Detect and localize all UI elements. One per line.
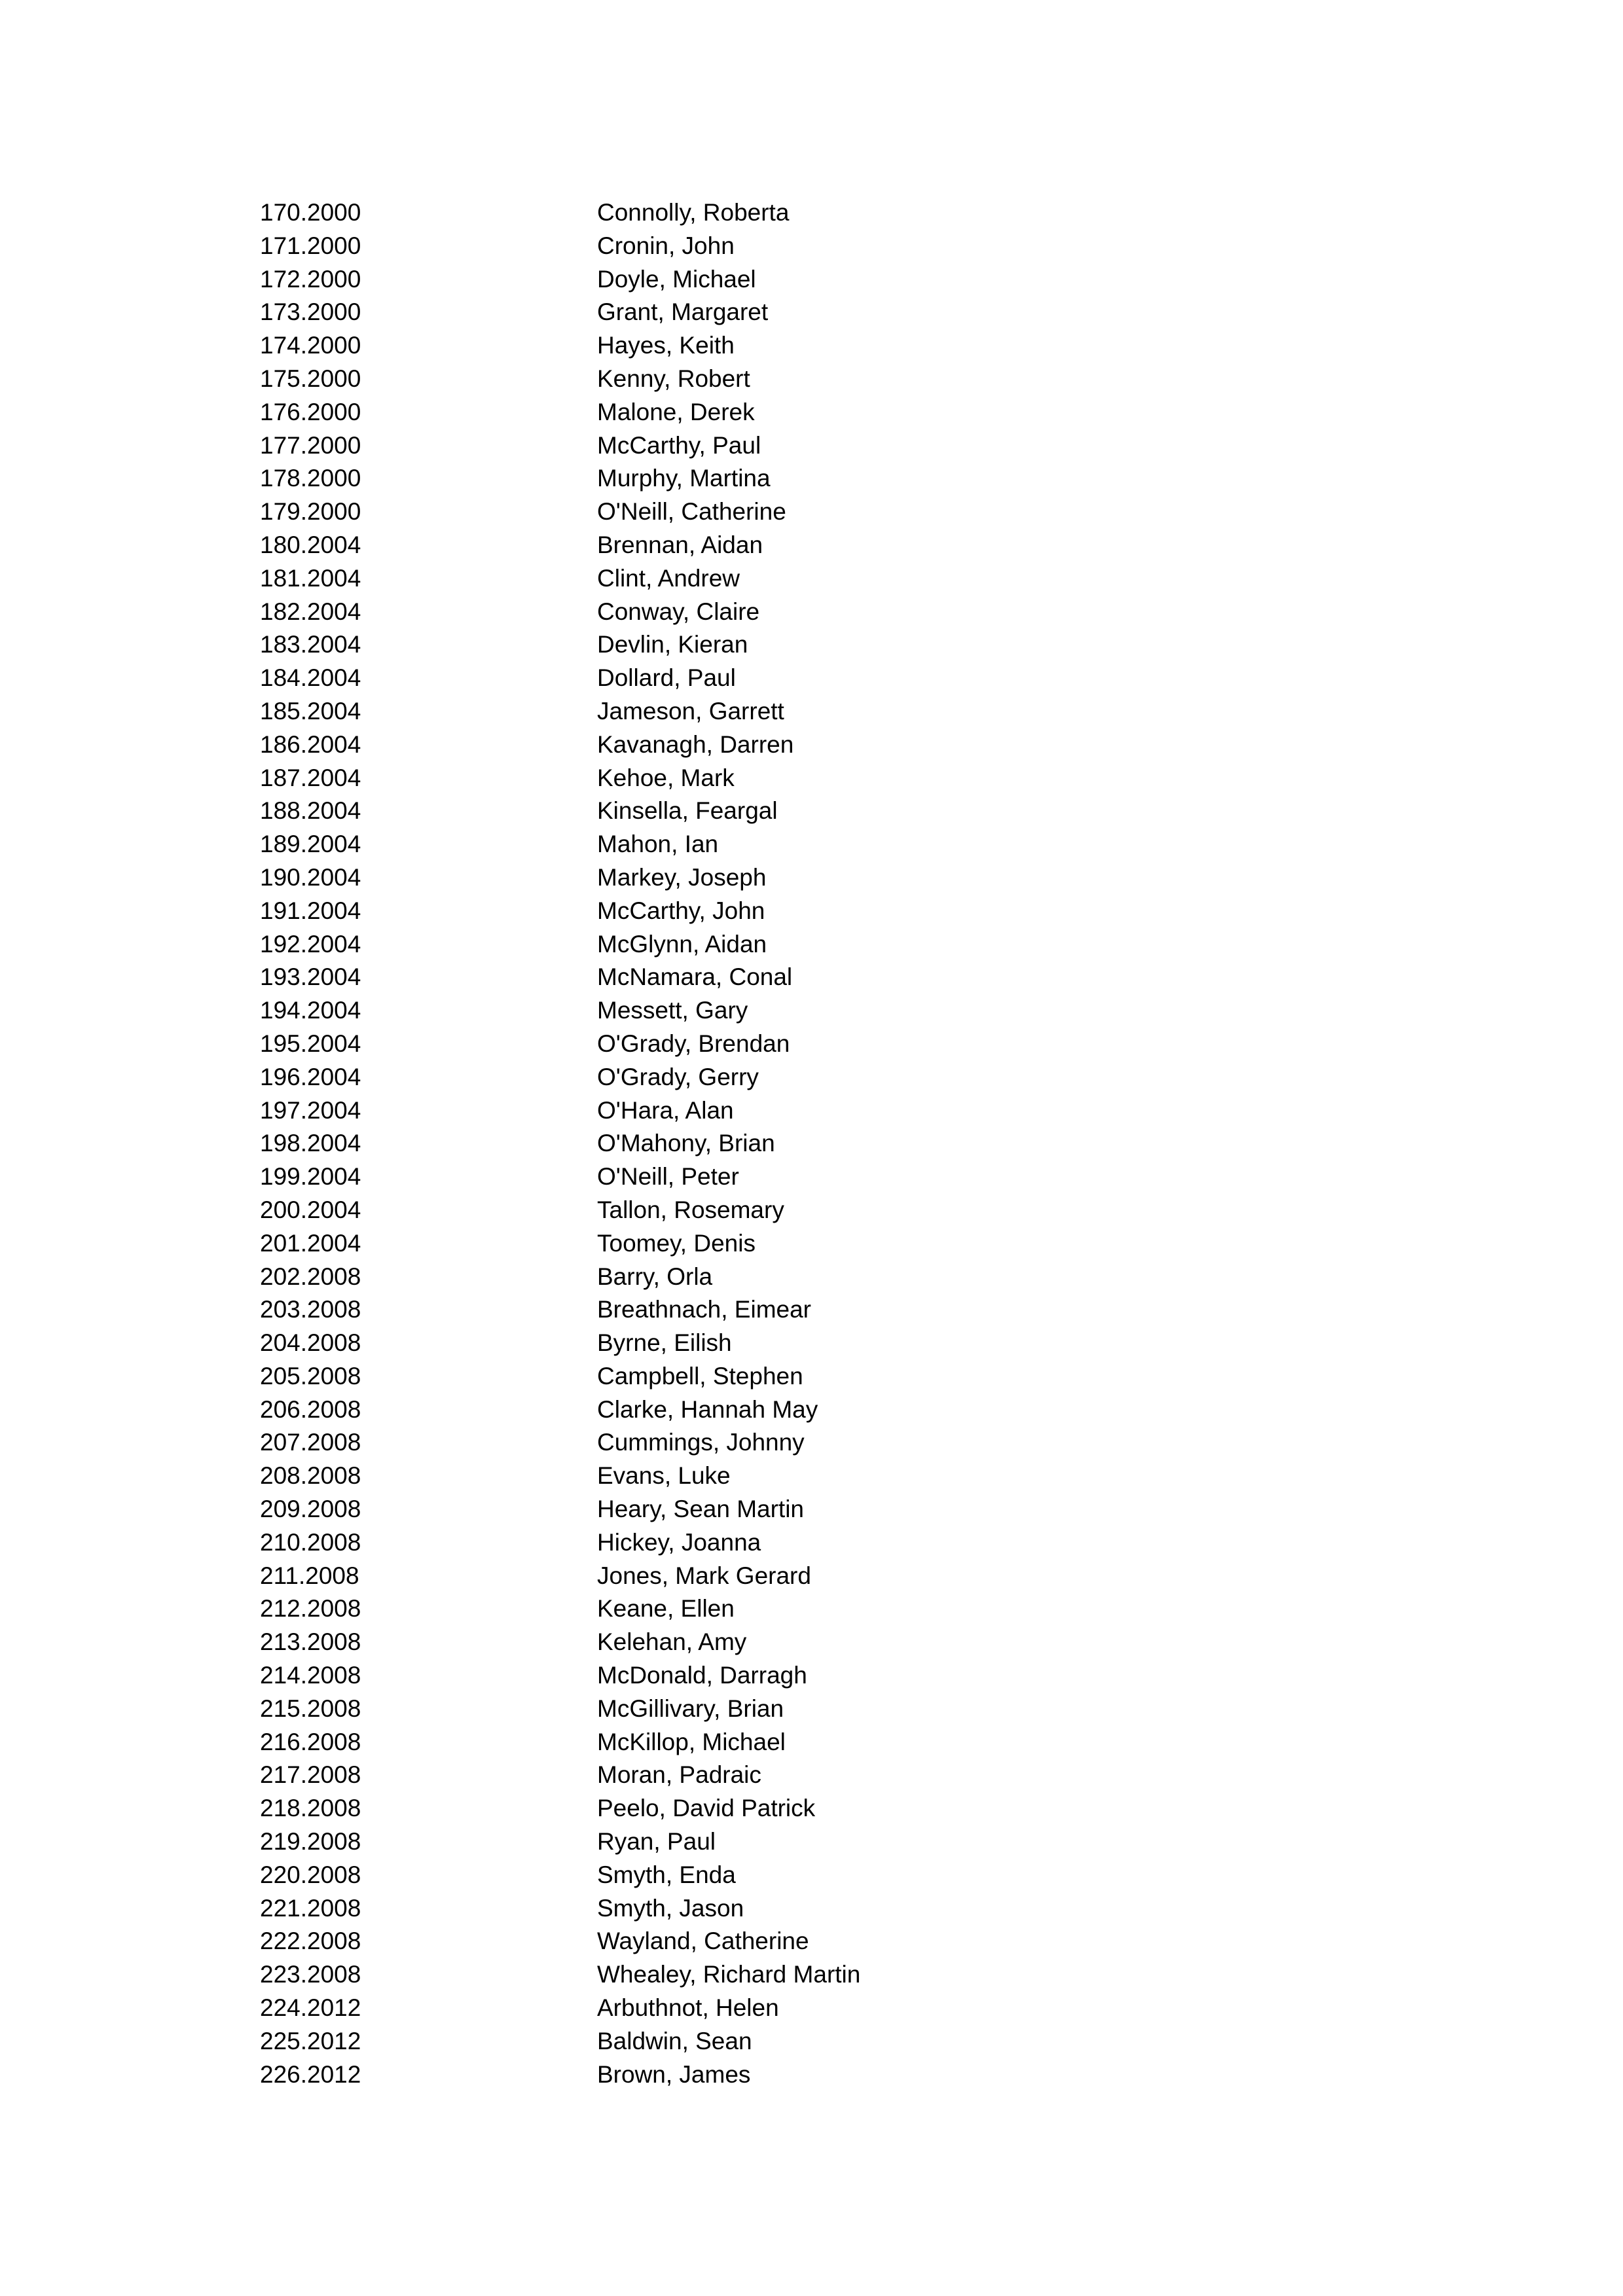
entry-name: Ryan, Paul: [597, 1828, 716, 1856]
entry-name: Kenny, Robert: [597, 365, 750, 392]
entry-number: 210.2008: [260, 1528, 361, 1556]
register-row: [260, 1194, 1307, 1227]
entry-number: 193.2004: [260, 963, 361, 991]
register-row: [260, 363, 1307, 396]
entry-number: 211.2008: [260, 1562, 359, 1589]
entry-name: Jameson, Garrett: [597, 697, 784, 725]
entry-name: O'Mahony, Brian: [597, 1130, 775, 1157]
entry-number: 170.2000: [260, 199, 361, 226]
entry-number: 223.2008: [260, 1961, 361, 1988]
entry-name: Kehoe, Mark: [597, 764, 735, 791]
entry-name: Kelehan, Amy: [597, 1628, 747, 1656]
entry-name: Smyth, Jason: [597, 1894, 744, 1922]
entry-name: O'Neill, Catherine: [597, 498, 786, 526]
register-row: [260, 196, 1307, 230]
register-row: [260, 1592, 1307, 1626]
entry-number: 199.2004: [260, 1163, 361, 1191]
entry-name: O'Hara, Alan: [597, 1096, 734, 1124]
entry-number: 218.2008: [260, 1795, 361, 1822]
entry-number: 186.2004: [260, 730, 361, 758]
entry-name: Heary, Sean Martin: [597, 1496, 804, 1523]
entry-name: Cummings, Johnny: [597, 1429, 805, 1456]
entry-number: 212.2008: [260, 1595, 361, 1623]
entry-name: McDonald, Darragh: [597, 1662, 807, 1689]
entry-number: 214.2008: [260, 1662, 361, 1689]
register-row: [260, 2025, 1307, 2058]
entry-number: 190.2004: [260, 863, 361, 891]
entry-name: Kavanagh, Darren: [597, 730, 794, 758]
register-row: [260, 1393, 1307, 1427]
register-row: [260, 1460, 1307, 1493]
entry-number: 195.2004: [260, 1030, 361, 1057]
entry-number: 180.2004: [260, 531, 361, 558]
entry-number: 174.2000: [260, 332, 361, 359]
entry-number: 209.2008: [260, 1496, 361, 1523]
register-row: [260, 1426, 1307, 1460]
register-row: [260, 695, 1307, 728]
register-row: [260, 994, 1307, 1028]
register-row: [260, 1028, 1307, 1061]
entry-number: 220.2008: [260, 1861, 361, 1888]
entry-number: 207.2008: [260, 1429, 361, 1456]
register-row: [260, 1992, 1307, 2025]
entry-number: 185.2004: [260, 697, 361, 725]
register-row: [260, 1693, 1307, 1726]
entry-number: 181.2004: [260, 564, 361, 592]
entry-name: Whealey, Richard Martin: [597, 1961, 861, 1988]
entry-number: 215.2008: [260, 1695, 361, 1722]
register-row: [260, 1792, 1307, 1825]
register-row: [260, 762, 1307, 795]
register-row: [260, 1160, 1307, 1194]
entry-number: 219.2008: [260, 1828, 361, 1856]
entry-name: Byrne, Eilish: [597, 1329, 732, 1357]
entry-number: 173.2000: [260, 298, 361, 326]
entry-name: Connolly, Roberta: [597, 199, 790, 226]
register-row: [260, 628, 1307, 662]
entry-name: Brennan, Aidan: [597, 531, 763, 558]
entry-number: 217.2008: [260, 1761, 361, 1789]
entry-name: O'Grady, Gerry: [597, 1063, 759, 1090]
entry-number: 208.2008: [260, 1462, 361, 1490]
entry-number: 213.2008: [260, 1628, 361, 1656]
register-row: [260, 495, 1307, 529]
register-row: [260, 529, 1307, 562]
register-row: [260, 728, 1307, 762]
entry-number: 222.2008: [260, 1928, 361, 1955]
entry-name: Evans, Luke: [597, 1462, 731, 1490]
entry-name: McCarthy, John: [597, 897, 765, 924]
register-row: [260, 263, 1307, 296]
entry-number: 204.2008: [260, 1329, 361, 1357]
entry-number: 192.2004: [260, 930, 361, 958]
entry-name: Dollard, Paul: [597, 664, 736, 692]
register-list: [260, 196, 1307, 2091]
entry-name: Jones, Mark Gerard: [597, 1562, 811, 1589]
register-row: [260, 1127, 1307, 1160]
entry-name: O'Grady, Brendan: [597, 1030, 790, 1057]
entry-name: Breathnach, Eimear: [597, 1296, 812, 1323]
entry-number: 187.2004: [260, 764, 361, 791]
register-row: [260, 230, 1307, 263]
entry-name: Smyth, Enda: [597, 1861, 736, 1888]
register-row: [260, 1859, 1307, 1892]
entry-name: Campbell, Stephen: [597, 1362, 803, 1390]
entry-name: Barry, Orla: [597, 1263, 713, 1290]
entry-number: 178.2000: [260, 465, 361, 492]
register-row: [260, 562, 1307, 596]
register-row: [260, 1061, 1307, 1094]
entry-name: Arbuthnot, Helen: [597, 1994, 779, 2022]
register-row: [260, 1094, 1307, 1128]
entry-name: Doyle, Michael: [597, 265, 756, 293]
register-row: [260, 1327, 1307, 1360]
register-row: [260, 1925, 1307, 1958]
register-row: [260, 828, 1307, 861]
register-row: [260, 861, 1307, 895]
register-row: [260, 596, 1307, 629]
entry-name: Mahon, Ian: [597, 831, 719, 858]
entry-number: 177.2000: [260, 431, 361, 459]
entry-name: Kinsella, Feargal: [597, 797, 778, 825]
register-row: [260, 662, 1307, 695]
entry-number: 202.2008: [260, 1263, 361, 1290]
register-row: [260, 1759, 1307, 1792]
entry-name: Markey, Joseph: [597, 863, 767, 891]
entry-name: Baldwin, Sean: [597, 2027, 752, 2054]
entry-name: McCarthy, Paul: [597, 431, 761, 459]
entry-number: 201.2004: [260, 1229, 361, 1257]
entry-name: Clarke, Hannah May: [597, 1395, 818, 1423]
register-row: [260, 1360, 1307, 1393]
register-row: [260, 1825, 1307, 1859]
entry-number: 183.2004: [260, 631, 361, 658]
entry-number: 172.2000: [260, 265, 361, 293]
register-row: [260, 1958, 1307, 1992]
entry-number: 198.2004: [260, 1130, 361, 1157]
entry-name: McGlynn, Aidan: [597, 930, 767, 958]
register-row: [260, 895, 1307, 928]
entry-number: 206.2008: [260, 1395, 361, 1423]
register-row: [260, 1560, 1307, 1593]
register-row: [260, 2058, 1307, 2092]
entry-number: 171.2000: [260, 232, 361, 259]
entry-number: 203.2008: [260, 1296, 361, 1323]
entry-name: McNamara, Conal: [597, 963, 793, 991]
entry-name: Cronin, John: [597, 232, 735, 259]
entry-name: Malone, Derek: [597, 398, 755, 425]
entry-name: Peelo, David Patrick: [597, 1795, 816, 1822]
entry-number: 221.2008: [260, 1894, 361, 1922]
entry-number: 200.2004: [260, 1196, 361, 1223]
register-row: [260, 329, 1307, 363]
entry-number: 197.2004: [260, 1096, 361, 1124]
register-row: [260, 961, 1307, 994]
register-row: [260, 1726, 1307, 1759]
entry-name: Hickey, Joanna: [597, 1528, 761, 1556]
register-row: [260, 1293, 1307, 1327]
entry-number: 226.2012: [260, 2060, 361, 2088]
register-row: [260, 462, 1307, 495]
entry-number: 196.2004: [260, 1063, 361, 1090]
entry-name: Conway, Claire: [597, 598, 760, 625]
entry-number: 188.2004: [260, 797, 361, 825]
register-row: [260, 928, 1307, 961]
entry-name: Clint, Andrew: [597, 564, 740, 592]
entry-number: 194.2004: [260, 997, 361, 1024]
register-row: [260, 429, 1307, 463]
entry-name: Wayland, Catherine: [597, 1928, 809, 1955]
entry-name: McGillivary, Brian: [597, 1695, 784, 1722]
entry-number: 224.2012: [260, 1994, 361, 2022]
register-row: [260, 296, 1307, 329]
entry-number: 205.2008: [260, 1362, 361, 1390]
entry-name: McKillop, Michael: [597, 1728, 786, 1755]
entry-name: Murphy, Martina: [597, 465, 771, 492]
entry-name: Brown, James: [597, 2060, 751, 2088]
entry-name: Grant, Margaret: [597, 298, 769, 326]
entry-name: Devlin, Kieran: [597, 631, 748, 658]
register-row: [260, 1261, 1307, 1294]
entry-number: 184.2004: [260, 664, 361, 692]
entry-number: 176.2000: [260, 398, 361, 425]
entry-number: 191.2004: [260, 897, 361, 924]
register-row: [260, 1626, 1307, 1659]
register-row: [260, 1227, 1307, 1261]
register-row: [260, 1526, 1307, 1560]
entry-name: Toomey, Denis: [597, 1229, 756, 1257]
register-row: [260, 1892, 1307, 1926]
entry-number: 216.2008: [260, 1728, 361, 1755]
entry-name: Hayes, Keith: [597, 332, 735, 359]
entry-number: 189.2004: [260, 831, 361, 858]
entry-name: Tallon, Rosemary: [597, 1196, 784, 1223]
entry-name: Keane, Ellen: [597, 1595, 735, 1623]
entry-name: Messett, Gary: [597, 997, 748, 1024]
register-row: [260, 1493, 1307, 1526]
entry-name: Moran, Padraic: [597, 1761, 761, 1789]
entry-number: 225.2012: [260, 2027, 361, 2054]
entry-number: 175.2000: [260, 365, 361, 392]
register-row: [260, 396, 1307, 429]
register-row: [260, 1659, 1307, 1693]
entry-number: 179.2000: [260, 498, 361, 526]
entry-name: O'Neill, Peter: [597, 1163, 739, 1191]
entry-number: 182.2004: [260, 598, 361, 625]
register-row: [260, 795, 1307, 828]
